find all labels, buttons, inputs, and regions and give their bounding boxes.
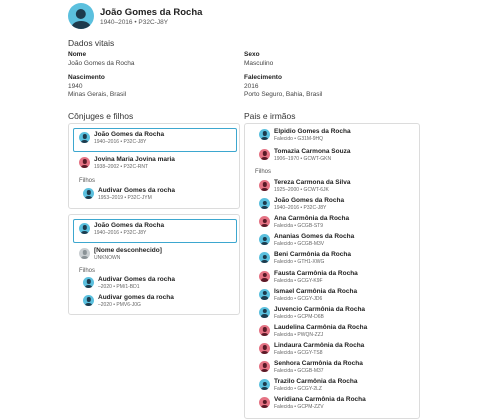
male-avatar-icon bbox=[259, 307, 270, 318]
female-avatar-icon bbox=[259, 271, 270, 282]
male-avatar-icon bbox=[259, 289, 270, 300]
sibling-item[interactable] bbox=[259, 288, 357, 303]
sibling-meta: Falecido • GCGY-2LZ bbox=[274, 386, 322, 393]
female-avatar-icon bbox=[259, 343, 270, 354]
sibling-item[interactable] bbox=[259, 396, 366, 411]
sibling-name: Laudelina Carmônia da Rocha bbox=[274, 323, 368, 331]
male-avatar-icon bbox=[83, 277, 94, 288]
mother[interactable]: Tomazia Carmona Souza 1906–1970 • GCWT-GKN bbox=[259, 148, 350, 163]
sibling-item[interactable] bbox=[259, 378, 357, 393]
sibling-meta: Falecido • GCGY-JD6 bbox=[274, 295, 323, 302]
sibling-meta: Falecido • GCPM-D6B bbox=[274, 313, 324, 320]
sibling-name: Ananias Gomes da Rocha bbox=[274, 233, 355, 241]
sibling-item[interactable] bbox=[259, 179, 350, 194]
sibling-meta: Falecida • GCGB-ST9 bbox=[274, 223, 323, 230]
male-avatar-icon bbox=[259, 198, 270, 209]
sibling-name: João Gomes da Rocha bbox=[274, 197, 345, 205]
vital-name: Nome João Gomes da Rocha bbox=[68, 51, 135, 67]
person-avatar-icon bbox=[68, 3, 94, 29]
father[interactable]: Elpidio Gomes da Rocha Falecido • G31M-9HQ bbox=[259, 128, 351, 143]
sibling-meta: 1940–2016 • P32C-J8Y bbox=[274, 205, 327, 212]
female-avatar-icon bbox=[259, 361, 270, 372]
sibling-item[interactable] bbox=[259, 215, 349, 230]
sibling-item[interactable] bbox=[259, 233, 354, 248]
sibling-item[interactable] bbox=[259, 251, 351, 266]
sibling-item[interactable] bbox=[259, 270, 358, 285]
parents-card bbox=[244, 123, 420, 419]
sibling-name: Lindaura Carmônia da Rocha bbox=[274, 341, 365, 349]
sibling-name: Trazilo Carmônia da Rocha bbox=[274, 378, 358, 386]
male-avatar-icon bbox=[259, 234, 270, 245]
vitals-title: Dados vitais bbox=[68, 38, 115, 48]
child-item[interactable]: Audivar Gomes da rocha –2020 • PM/1-BD1 bbox=[83, 276, 175, 291]
child-item[interactable]: Audivar gomes da rocha –2020 • PMV6-J0G bbox=[83, 294, 174, 309]
sibling-name: Tereza Carmona da Silva bbox=[274, 179, 351, 186]
male-avatar-icon bbox=[79, 132, 90, 143]
family-spouse[interactable]: [Nome desconhecido] UNKNOWN bbox=[79, 247, 162, 262]
sibling-meta: Falecida • GCGY-TS8 bbox=[274, 349, 323, 356]
sibling-item[interactable] bbox=[259, 324, 367, 339]
family-self[interactable]: João Gomes da Rocha 1940–2016 • P32C-J8Y bbox=[79, 131, 164, 146]
family-card-2 bbox=[68, 214, 240, 315]
female-avatar-icon bbox=[79, 157, 90, 168]
male-avatar-icon bbox=[259, 129, 270, 140]
sibling-meta: 1925–2000 • GCWT-6JK bbox=[274, 187, 329, 193]
person-header bbox=[68, 3, 202, 29]
family-spouse[interactable]: Jovina Maria Jovina maria 1938–2002 • P32C-RNT bbox=[79, 156, 175, 171]
sibling-name: Juvencio Carmônia da Rocha bbox=[274, 305, 366, 313]
sibling-meta: Falecida • PWQN-ZZJ bbox=[274, 331, 324, 338]
sibling-item[interactable] bbox=[259, 342, 364, 357]
sibling-name: Beni Carmônia da Rocha bbox=[274, 251, 351, 259]
unknown-avatar-icon bbox=[79, 248, 90, 259]
sibling-name: Senhora Carmônia da Rocha bbox=[274, 360, 363, 367]
female-avatar-icon bbox=[259, 149, 270, 160]
male-avatar-icon bbox=[79, 223, 90, 234]
sibling-meta: Falecido • GCGB-M3V bbox=[274, 241, 325, 248]
sibling-item[interactable] bbox=[259, 360, 363, 375]
sibling-meta: Falecida • GCPM-ZZV bbox=[274, 404, 324, 411]
sibling-item[interactable] bbox=[259, 306, 365, 321]
male-avatar-icon bbox=[259, 379, 270, 390]
sibling-name: Ana Carmônia da Rocha bbox=[274, 215, 350, 223]
sibling-meta: Falecida • GCGB-M37 bbox=[274, 368, 324, 374]
children-label: Filhos bbox=[79, 178, 96, 184]
female-avatar-icon bbox=[259, 397, 270, 408]
female-avatar-icon bbox=[259, 325, 270, 336]
sibling-meta: Falecida • GCGY-K9F bbox=[274, 277, 323, 284]
sibling-name: Veridiana Carmônia da Rocha bbox=[274, 396, 366, 404]
person-name: João Gomes da Rocha bbox=[100, 6, 203, 18]
male-avatar-icon bbox=[83, 295, 94, 306]
spouses-title: Cônjuges e filhos bbox=[68, 111, 134, 121]
vital-birth: Nascimento 1940 Minas Gerais, Brasil bbox=[68, 74, 127, 98]
female-avatar-icon bbox=[259, 180, 270, 191]
male-avatar-icon bbox=[259, 252, 270, 263]
parents-title: Pais e irmãos bbox=[244, 111, 296, 121]
vital-sex: Sexo Masculino bbox=[244, 51, 274, 67]
family-card-1 bbox=[68, 123, 240, 209]
children-label: Filhos bbox=[255, 169, 272, 175]
vital-death: Falecimento 2016 Porto Seguro, Bahia, Brasil bbox=[244, 74, 323, 98]
sibling-meta: Falecido • GTH1-XWG bbox=[274, 259, 325, 266]
child-item[interactable]: Audivar Gomes da rocha 1953–2019 • P32C-JYM bbox=[83, 187, 175, 202]
family-self[interactable]: João Gomes da Rocha 1940–2016 • P32C-J8Y bbox=[79, 222, 164, 237]
female-avatar-icon bbox=[259, 216, 270, 227]
sibling-name: Ismael Carmônia da Rocha bbox=[274, 287, 358, 295]
person-meta: 1940–2016 • P32C-J8Y bbox=[100, 18, 169, 26]
male-avatar-icon bbox=[83, 188, 94, 199]
sibling-name: Fausta Carmônia da Rocha bbox=[274, 269, 358, 277]
children-label: Filhos bbox=[79, 268, 96, 274]
sibling-item[interactable] bbox=[259, 197, 344, 212]
